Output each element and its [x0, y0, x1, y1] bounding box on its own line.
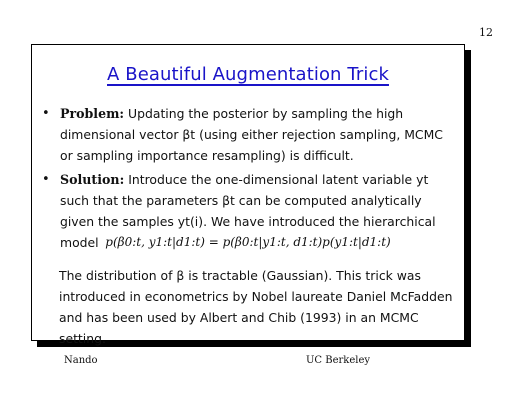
bullet-dot-icon: • [42, 172, 50, 187]
paragraph-tractable: The distribution of β is tractable (Gaussian). This trick was introduced in econometrics by Nobel laureate Daniel McFadden and has been used by Albert and Chib (1993) in an MCMC setting. [59, 268, 453, 346]
slide-frame [31, 44, 465, 346]
footer-author: Nando [64, 355, 98, 366]
bullet-problem [42, 103, 446, 166]
equation-hierarchical-model: p(β0:t, y1:t|d1:t) = p(β0:t|y1:t, d1:t)p(y1:t|d1:t) [105, 235, 391, 249]
bullet-dot-icon: • [42, 106, 50, 121]
bullet-problem-keyword: Problem: [60, 106, 125, 121]
slide-title [32, 64, 464, 85]
bullet-problem-text: Updating the posterior by sampling the high dimensional vector βt (using either rejection sampling, MCMC or sampling importance resampling) is difficult. [60, 106, 443, 163]
bullet-problem-body [60, 103, 446, 166]
slide-title-text: A Beautiful Augmentation Trick [107, 64, 389, 85]
bullet-solution-keyword: Solution: [60, 172, 125, 187]
bullet-solution-text: Introduce the one-dimensional latent variable yt such that the parameters βt can be computed analytically given the samples yt(i). We have introduced the hierarchical model [60, 172, 436, 250]
footer-affiliation: UC Berkeley [306, 355, 371, 366]
page-number: 12 [479, 26, 493, 39]
